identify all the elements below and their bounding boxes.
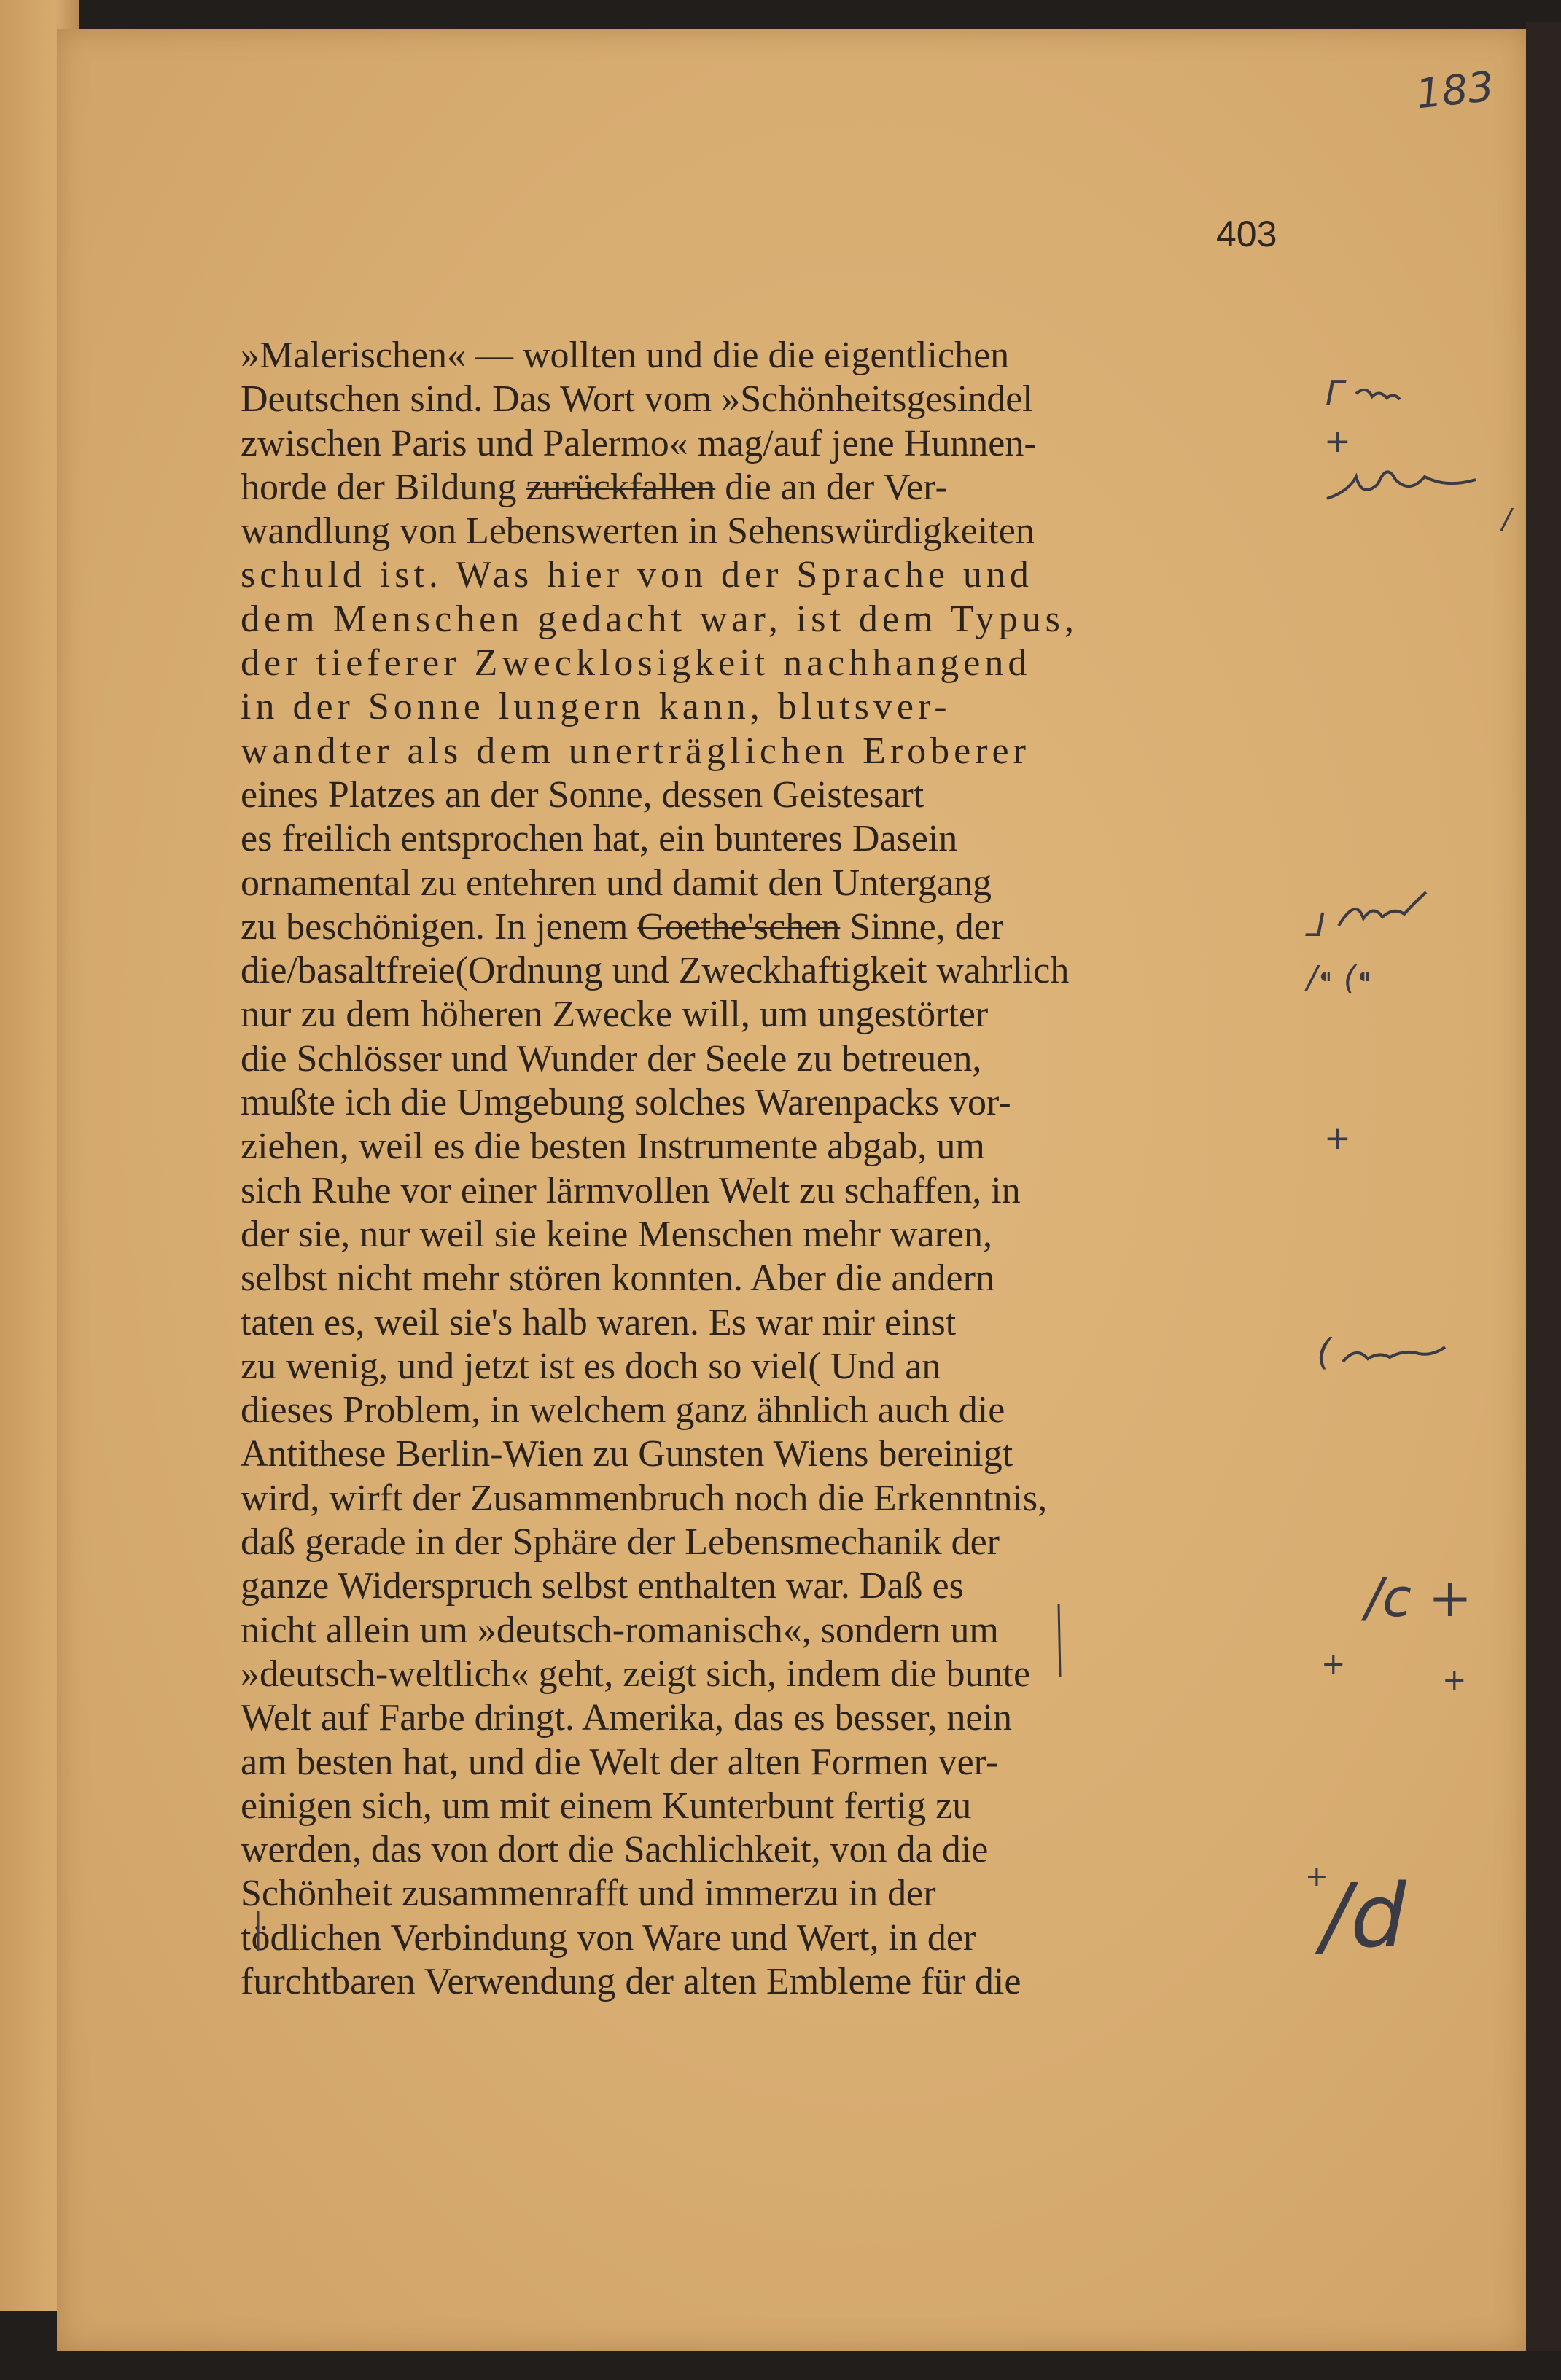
line-segment: horde der Bildung [241, 466, 526, 508]
text-line: »Malerischen« — wollten und die die eigentlichen [241, 335, 1010, 376]
margin-note: + [1324, 1120, 1351, 1157]
text-line [241, 905, 1291, 949]
margin-note: ⅃ [1305, 907, 1323, 944]
text-line: zwischen Paris und Palermo« mag/auf jene Hunnen- [241, 422, 1037, 464]
margin-note: /d [1321, 1866, 1406, 1967]
text-line [241, 466, 1291, 510]
scan-edge-strip [1526, 22, 1561, 2351]
text-line: dem Menschen gedacht war, ist dem Typus, [241, 598, 1078, 640]
text-line: selbst nicht mehr stören konnten. Aber die andern [241, 1257, 994, 1300]
margin-note: ( [1317, 1331, 1331, 1373]
text-line: die/basaltfreie(Ordnung und Zweckhaftigkeit wahrlich [241, 950, 1070, 992]
text-line: es freilich entsprochen hat, ein bunteres Dasein [241, 818, 958, 860]
margin-note: /c + [1365, 1567, 1473, 1628]
text-line: nur zu dem höheren Zwecke will, um ungestörter [241, 994, 989, 1036]
text-line: Schönheit zusammenrafft und immerzu in der [241, 1873, 936, 1915]
text-line: der tieferer Zwecklosigkeit nachhangend [241, 642, 1032, 684]
text-line: »deutsch-weltlich« geht, zeigt sich, indem die bunte [241, 1653, 1031, 1695]
text-line: tödlichen Verbindung von Ware und Wert, in der [241, 1916, 976, 1959]
margin-note: + [1321, 1647, 1346, 1681]
line-segment: die an der Ver- [715, 466, 948, 508]
margin-note: + [1442, 1663, 1467, 1697]
margin-note: / [1502, 503, 1511, 535]
text-line: wird, wirft der Zusammenbruch noch die Erkenntnis, [241, 1477, 1048, 1519]
text-line: Antithese Berlin-Wien zu Gunsten Wiens bereinigt [241, 1433, 1013, 1475]
margin-note: + [1324, 423, 1351, 460]
margin-note: /⁌ (⁌ [1307, 959, 1372, 996]
text-line: ziehen, weil es die besten Instrumente abgab, um [241, 1125, 985, 1168]
text-line: wandlung von Lebenswerten in Sehenswürdigkeiten [241, 510, 1035, 553]
text-line: zu wenig, und jetzt ist es doch so viel( Und an [241, 1345, 941, 1387]
text-line: wandter als dem unerträglichen Eroberer [241, 730, 1030, 772]
margin-note: + [1305, 1860, 1328, 1892]
text-line: Welt auf Farbe dringt. Amerika, das es besser, nein [241, 1697, 1012, 1739]
text-line: taten es, weil sie's halb waren. Es war mir einst [241, 1301, 957, 1343]
handwritten-folio-number: 183 [1413, 63, 1496, 119]
text-line: dieses Problem, in welchem ganz ähnlich auch die [241, 1389, 1005, 1432]
text-line: die Schlösser und Wunder der Seele zu betreuen, [241, 1037, 982, 1080]
text-line: mußte ich die Umgebung solches Warenpacks vor- [241, 1082, 1011, 1124]
text-line: nicht allein um »deutsch-romanisch«, sondern um [241, 1609, 999, 1651]
text-line: in der Sonne lungern kann, blutsver- [241, 686, 951, 728]
page-number: 403 [1216, 214, 1277, 254]
body-text [241, 334, 1291, 2004]
line-segment: zu beschönigen. In jenem [241, 905, 638, 948]
margin-note: Γ [1326, 373, 1344, 413]
text-line: der sie, nur weil sie keine Menschen mehr waren, [241, 1213, 992, 1255]
text-line: furchtbaren Verwendung der alten Embleme für die [241, 1960, 1021, 2002]
text-line: ganze Widerspruch selbst enthalten war. Daß es [241, 1565, 964, 1607]
text-line: ornamental zu entehren und damit den Untergang [241, 862, 992, 904]
text-line: daß gerade in der Sphäre der Lebensmechanik der [241, 1521, 1000, 1564]
text-line: einigen sich, um mit einem Kunterbunt fertig zu [241, 1784, 972, 1827]
text-line: werden, das von dort die Sachlichkeit, von da die [241, 1829, 989, 1871]
struck-word: Goethe'schen [637, 905, 841, 948]
text-line: am besten hat, und die Welt der alten Formen ver- [241, 1741, 999, 1783]
text-line: Deutschen sind. Das Wort vom »Schönheitsgesindel [241, 378, 1033, 421]
text-line: eines Platzes an der Sonne, dessen Geistesart [241, 773, 924, 816]
text-line: sich Ruhe vor einer lärmvollen Welt zu schaffen, in [241, 1169, 1021, 1212]
struck-word: zurückfallen [526, 466, 716, 508]
text-line: schuld ist. Was hier von der Sprache und [241, 554, 1033, 596]
line-segment: Sinne, der [840, 905, 1004, 948]
